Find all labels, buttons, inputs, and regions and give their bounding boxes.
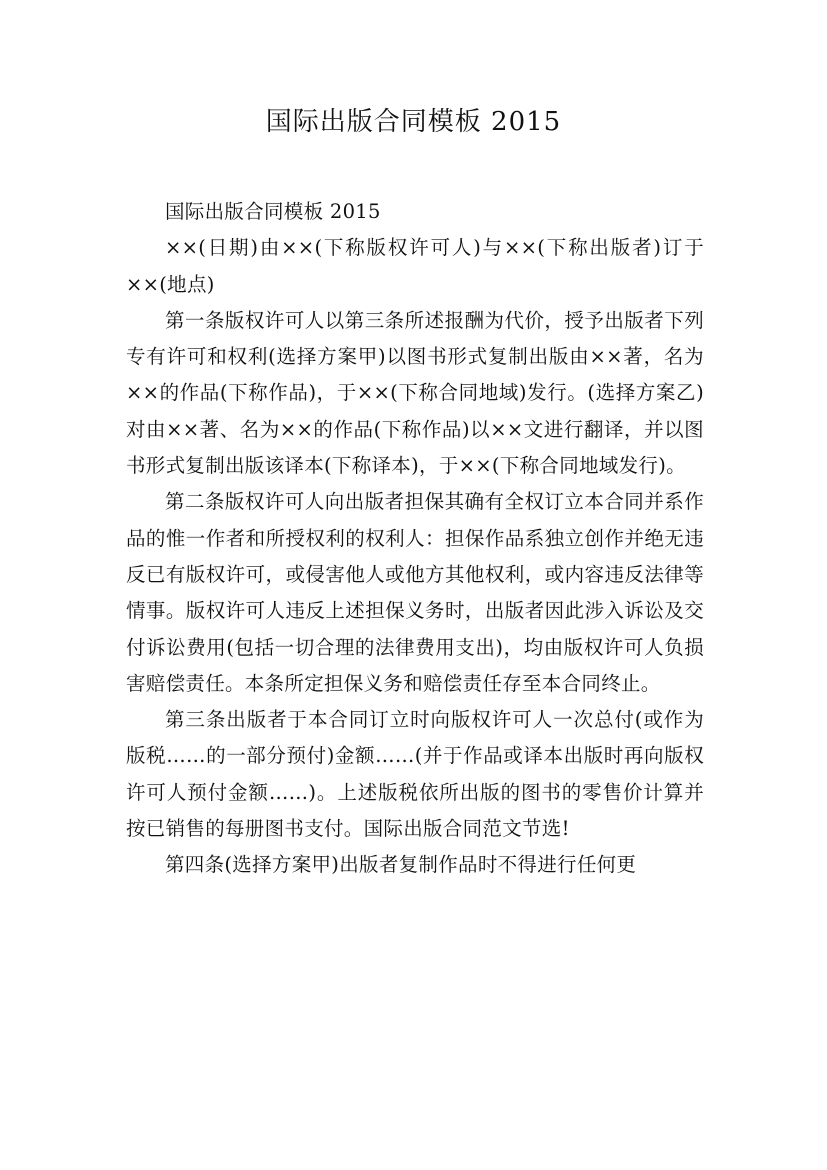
paragraph-article-4: 第四条(选择方案甲)出版者复制作品时不得进行任何更: [165, 853, 637, 877]
paragraph-parties: ××(日期)由××(下称版权许可人)与××(下称出版者)订于××(地点): [126, 236, 704, 296]
paragraph-article-1: 第一条版权许可人以第三条所述报酬为代价，授予出版者下列专有许可和权利(选择方案甲)以图书形式复制出版由××著，名为××的作品(下称作品)，于××(下称合同地域)发行。(选择方案乙)对由××著、名为××的作品(下称作品)以××文进行翻译，并以图书形式复制出版该译本(下称译本)，于××(下称合同地域发行)。: [126, 308, 704, 478]
paragraph-heading-repeat: 国际出版合同模板 2015: [165, 200, 381, 223]
document-title: 国际出版合同模板 2015: [265, 107, 562, 137]
paragraph-article-2: 第二条版权许可人向出版者担保其确有全权订立本合同并系作品的惟一作者和所授权利的权利人：担保作品系独立创作并绝无违反已有版权许可，或侵害他人或他方其他权利，或内容违反法律等情事。版权许可人违反上述担保义务时，出版者因此涉入诉讼及交付诉讼费用(包括一切合理的法律费用支出)，均由版权许可人负损害赔偿责任。本条所定担保义务和赔偿责任存至本合同终止。: [126, 490, 704, 695]
document-body: [126, 194, 704, 884]
paragraph-article-3: 第三条出版者于本合同订立时向版权许可人一次总付(或作为版税……的一部分预付)金额……(并于作品或译本出版时再向版权许可人预付金额……)。上述版税依所出版的图书的零售价计算并按已销售的每册图书支付。国际出版合同范文节选!: [126, 708, 704, 841]
